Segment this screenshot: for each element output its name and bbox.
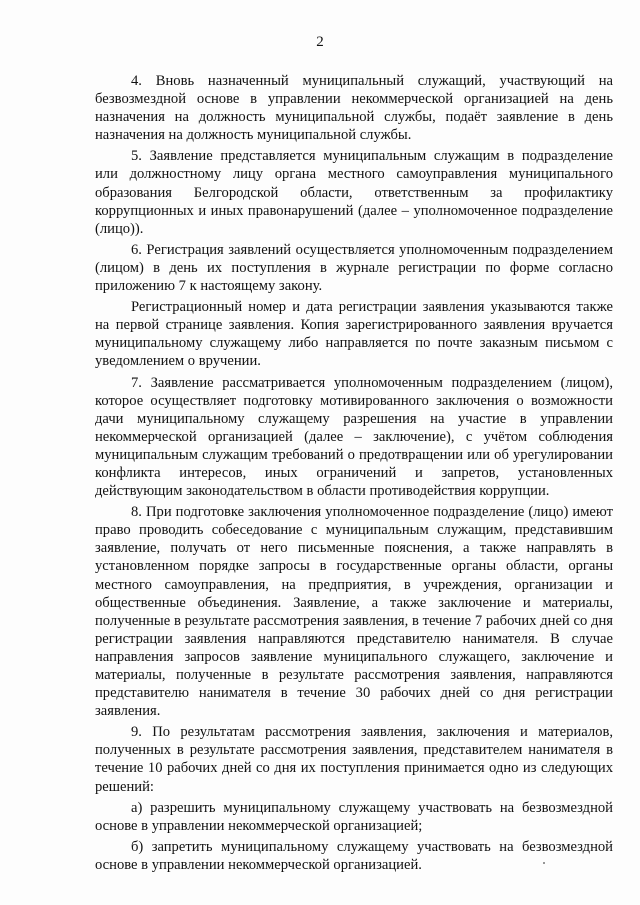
paragraph-6: 6. Регистрация заявлений осуществляется уполномоченным подразделением (лицом) в день их поступления в журнале регистрации по форме согласно приложению 7 к настоящему закону. <box>95 241 613 295</box>
paragraph-9a: а) разрешить муниципальному служащему участвовать на безвозмездной основе в управлении некоммерческой организацией; <box>95 799 613 834</box>
paragraph-7: 7. Заявление рассматривается уполномоченным подразделением (лицом), которое осуществляет подготовку мотивированного заключения о возможности дачи муниципальному служащему разрешения на участие в управлении некоммерческой организацией (далее – заключение), с учётом соблюдения муниципальным служащим требований о предотвращении или об урегулировании конфликта интересов, иных ограничений и запретов, установленных действующим законодательством в области противодействия коррупции. <box>95 374 613 500</box>
paragraph-4: 4. Вновь назначенный муниципальный служащий, участвующий на безвозмездной основе в управлении некоммерческой организацией на день назначения на должность муниципальной службы, подаёт заявление в день назначения на должность муниципальной службы. <box>95 73 613 144</box>
scan-speck <box>543 862 545 864</box>
paragraph-9: 9. По результатам рассмотрения заявления, заключения и материалов, полученных в результате рассмотрения заявления, представителем нанимателя в течение 10 рабочих дней со дня их поступления принимается одно из следующих решений: <box>95 724 613 795</box>
paragraph-5: 5. Заявление представляется муниципальным служащим в подразделение или должностному лицу органа местного самоуправления муниципального образования Белгородской области, ответственным за профилактику коррупционных и иных правонарушений (далее – уполномоченное подразделение (лицо)). <box>95 148 613 237</box>
paragraph-registration: Регистрационный номер и дата регистрации заявления указываются также на первой странице заявления. Копия зарегистрированного заявления вручается муниципальному служащему либо направляется по почте заказным письмом с уведомлением о вручении. <box>95 299 613 370</box>
document-body <box>95 72 613 876</box>
page-number: 2 <box>316 34 324 50</box>
paragraph-9b: б) запретить муниципальному служащему участвовать на безвозмездной основе в управлении некоммерческой организацией. <box>95 838 613 873</box>
paragraph-8: 8. При подготовке заключения уполномоченное подразделение (лицо) имеют право проводить собеседование с муниципальным служащим, представившим заявление, получать от него письменные пояснения, а также направлять в установленном порядке запросы в государственные органы области, органы местного самоуправления, на предприятия, в учреждения, организации и общественные объединения. Заявление, а также заключение и материалы, полученные в результате рассмотрения заявления, в течение 7 рабочих дней со дня регистрации заявления направляются представителю нанимателя. В случае направления запросов заявление муниципального служащего, заключение и материалы, полученные в результате рассмотрения заявления, направляются представителю нанимателя в течение 30 рабочих дней со дня регистрации заявления. <box>95 504 613 720</box>
